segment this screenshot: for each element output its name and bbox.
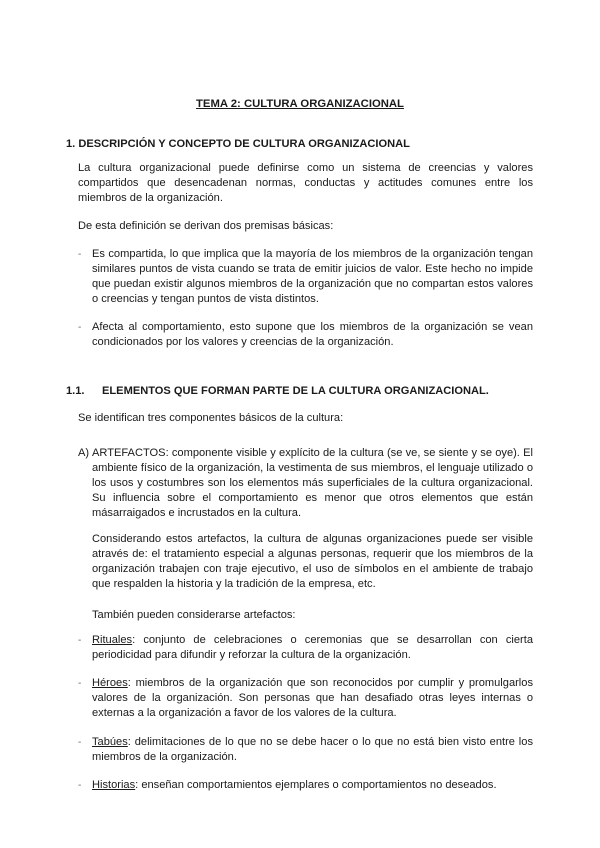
artifact-text bbox=[92, 633, 533, 663]
section-1-heading: 1. DESCRIPCIÓN Y CONCEPTO DE CULTURA ORGANIZACIONAL bbox=[66, 138, 410, 150]
bullet-dash: - bbox=[78, 635, 82, 646]
document-title: TEMA 2: CULTURA ORGANIZACIONAL bbox=[196, 98, 404, 110]
bullet-dash: - bbox=[78, 678, 82, 689]
bullet-dash: - bbox=[78, 780, 82, 791]
section-1-1-intro: Se identifican tres componentes básicos de la cultura: bbox=[78, 412, 344, 424]
section-1-1-heading bbox=[66, 384, 489, 399]
bullet-dash: - bbox=[78, 249, 82, 260]
artifact-term: Héroes bbox=[92, 677, 128, 689]
premises-intro: De esta definición se derivan dos premisas básicas: bbox=[78, 220, 334, 232]
component-a-paragraph: También pueden considerarse artefactos: bbox=[92, 609, 296, 621]
artifact-text bbox=[92, 735, 533, 765]
artifact-desc: : conjunto de celebraciones o ceremonias que se desarrollan con cierta periodicidad para difundir y reforzar la cultura de la organización. bbox=[92, 634, 533, 661]
artifact-text bbox=[92, 778, 533, 793]
premise-text: Es compartida, lo que implica que la mayoría de los miembros de la organización tengan similares puntos de vista cuando se trata de emitir juicios de valor. Este hecho no impide que puedan existir algunos miembros de la organización que no compartan estos valores o creencias y tengan puntos de vista distintos. bbox=[92, 248, 533, 305]
section-1-intro: La cultura organizacional puede definirse como un sistema de creencias y valores compartidos que desencadenan normas, conductas y actitudes comunes entre los miembros de la organización. bbox=[78, 162, 533, 204]
artifact-desc: : miembros de la organización que son reconocidos por cumplir y promulgarlos valores de la organización. Son personas que han desafiado otras leyes internas o externas a la organización a favor de los valores de la cultura. bbox=[92, 677, 533, 719]
bullet-dash: - bbox=[78, 322, 82, 333]
section-number: 1.1. bbox=[66, 385, 85, 397]
artifact-term: Rituales bbox=[92, 634, 133, 646]
artifact-text bbox=[92, 676, 533, 721]
artifact-desc: : delimitaciones de lo que no se debe hacer o lo que no está bien visto entre los miembros de la organización. bbox=[92, 736, 533, 763]
artifact-desc: : enseñan comportamientos ejemplares o comportamientos no deseados. bbox=[135, 779, 497, 791]
list-marker: A) bbox=[78, 447, 90, 459]
component-a-paragraph: Considerando estos artefactos, la cultura de algunas organizaciones puede ser visible através de: el tratamiento especial a algunas personas, requerir que los miembros de la organización trabajen con traje ejecutivo, el uso de símbolos en el ambiente de trabajo que respalden la historia y la tradición de la empresa, etc. bbox=[92, 533, 533, 590]
component-a-text: ARTEFACTOS: componente visible y explícito de la cultura (se ve, se siente y se oye). El ambiente físico de la organización, la vestimenta de sus miembros, el lenguaje utilizado o los usos y costumbres son los elementos más superficiales de la cultura organizacional. Su influencia sobre el comportamiento es menor que otros elementos que están másarraigados e incrustados en la cultura. bbox=[92, 447, 533, 519]
artifact-term: Tabúes bbox=[92, 736, 128, 748]
section-title: ELEMENTOS QUE FORMAN PARTE DE LA CULTURA ORGANIZACIONAL. bbox=[102, 385, 489, 397]
premise-text: Afecta al comportamiento, esto supone que los miembros de la organización se vean condicionados por los valores y creencias de la organización. bbox=[92, 321, 533, 348]
artifact-term: Historias bbox=[92, 779, 136, 791]
bullet-dash: - bbox=[78, 737, 82, 748]
